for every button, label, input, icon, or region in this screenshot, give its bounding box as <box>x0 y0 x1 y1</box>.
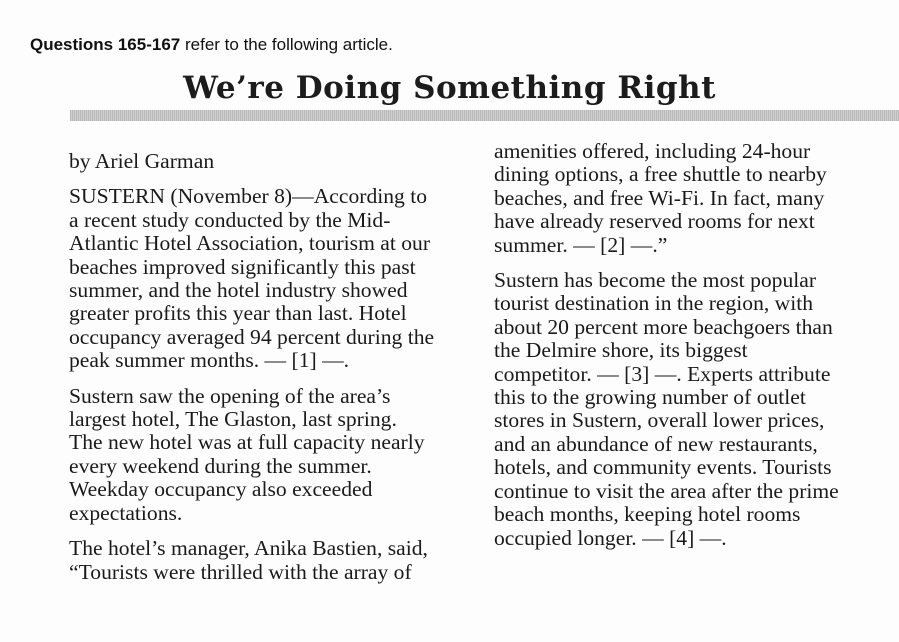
article-paragraph <box>69 537 469 584</box>
paragraph-line: the Delmire shore, its biggest <box>494 338 748 363</box>
article-paragraph <box>494 269 886 550</box>
paragraph-line: “Tourists were thrilled with the array of <box>69 559 412 584</box>
paragraph-line: expectations. <box>69 500 183 525</box>
question-instruction: refer to the following article. <box>184 35 393 54</box>
paragraph-line: about 20 percent more beachgoers than <box>494 314 833 339</box>
left-paragraphs <box>69 185 469 584</box>
paragraph-line: and an abundance of new restaurants, <box>494 431 818 456</box>
article-paragraph <box>69 185 469 372</box>
paragraph-line: every weekend during the summer. <box>69 453 372 478</box>
paragraph-line: continue to visit the area after the prime <box>494 478 839 503</box>
article-paragraph <box>494 140 886 257</box>
paragraph-line: this to the growing number of outlet <box>494 385 806 410</box>
paragraph-line: occupied longer. — [4] —. <box>494 525 727 550</box>
paragraph-line: Sustern saw the opening of the area’s <box>69 383 391 408</box>
paragraph-line: The new hotel was at full capacity nearly <box>69 430 425 455</box>
paragraph-line: Weekday occupancy also exceeded <box>69 477 373 502</box>
paragraph-line: amenities offered, including 24-hour <box>494 139 811 163</box>
paragraph-line: a recent study conducted by the Mid- <box>69 207 391 232</box>
article-left-column <box>69 140 469 596</box>
paragraph-line: Atlantic Hotel Association, tourism at our <box>69 231 431 256</box>
paragraph-line: hotels, and community events. Tourists <box>494 455 832 480</box>
paragraph-line: The hotel’s manager, Anika Bastien, said, <box>69 536 428 561</box>
paragraph-line: beaches, and free Wi-Fi. In fact, many <box>494 185 825 210</box>
paragraph-line: largest hotel, The Glaston, last spring. <box>69 407 397 432</box>
question-range: Questions 165-167 <box>30 35 181 54</box>
question-header <box>30 35 393 55</box>
paragraph-line: tourist destination in the region, with <box>494 291 814 316</box>
paragraph-line: beach months, keeping hotel rooms <box>494 502 801 527</box>
paragraph-line: peak summer months. — [1] —. <box>69 348 350 373</box>
paragraph-line: competitor. — [3] —. Experts attribute <box>494 361 831 386</box>
paragraph-line: occupancy averaged 94 percent during the <box>69 324 435 349</box>
paragraph-line: summer, and the hotel industry showed <box>69 278 408 303</box>
paragraph-line: SUSTERN (November 8)—According to <box>69 184 428 209</box>
article-title: We’re Doing Something Right <box>183 70 716 106</box>
paragraph-line: Sustern has become the most popular <box>494 268 817 293</box>
article-paragraph <box>69 385 469 525</box>
paragraph-line: have already reserved rooms for next <box>494 209 815 234</box>
article-byline: by Ariel Garman <box>69 149 215 173</box>
paragraph-line: stores in Sustern, overall lower prices, <box>494 408 825 433</box>
paragraph-line: summer. — [2] —.” <box>494 232 668 257</box>
title-rule <box>70 110 899 121</box>
paragraph-line: greater profits this year than last. Hotel <box>69 301 407 326</box>
paragraph-line: dining options, a free shuttle to nearby <box>494 162 827 187</box>
paragraph-line: beaches improved significantly this past <box>69 254 416 279</box>
article-right-column <box>494 140 886 562</box>
right-paragraphs <box>494 140 886 550</box>
